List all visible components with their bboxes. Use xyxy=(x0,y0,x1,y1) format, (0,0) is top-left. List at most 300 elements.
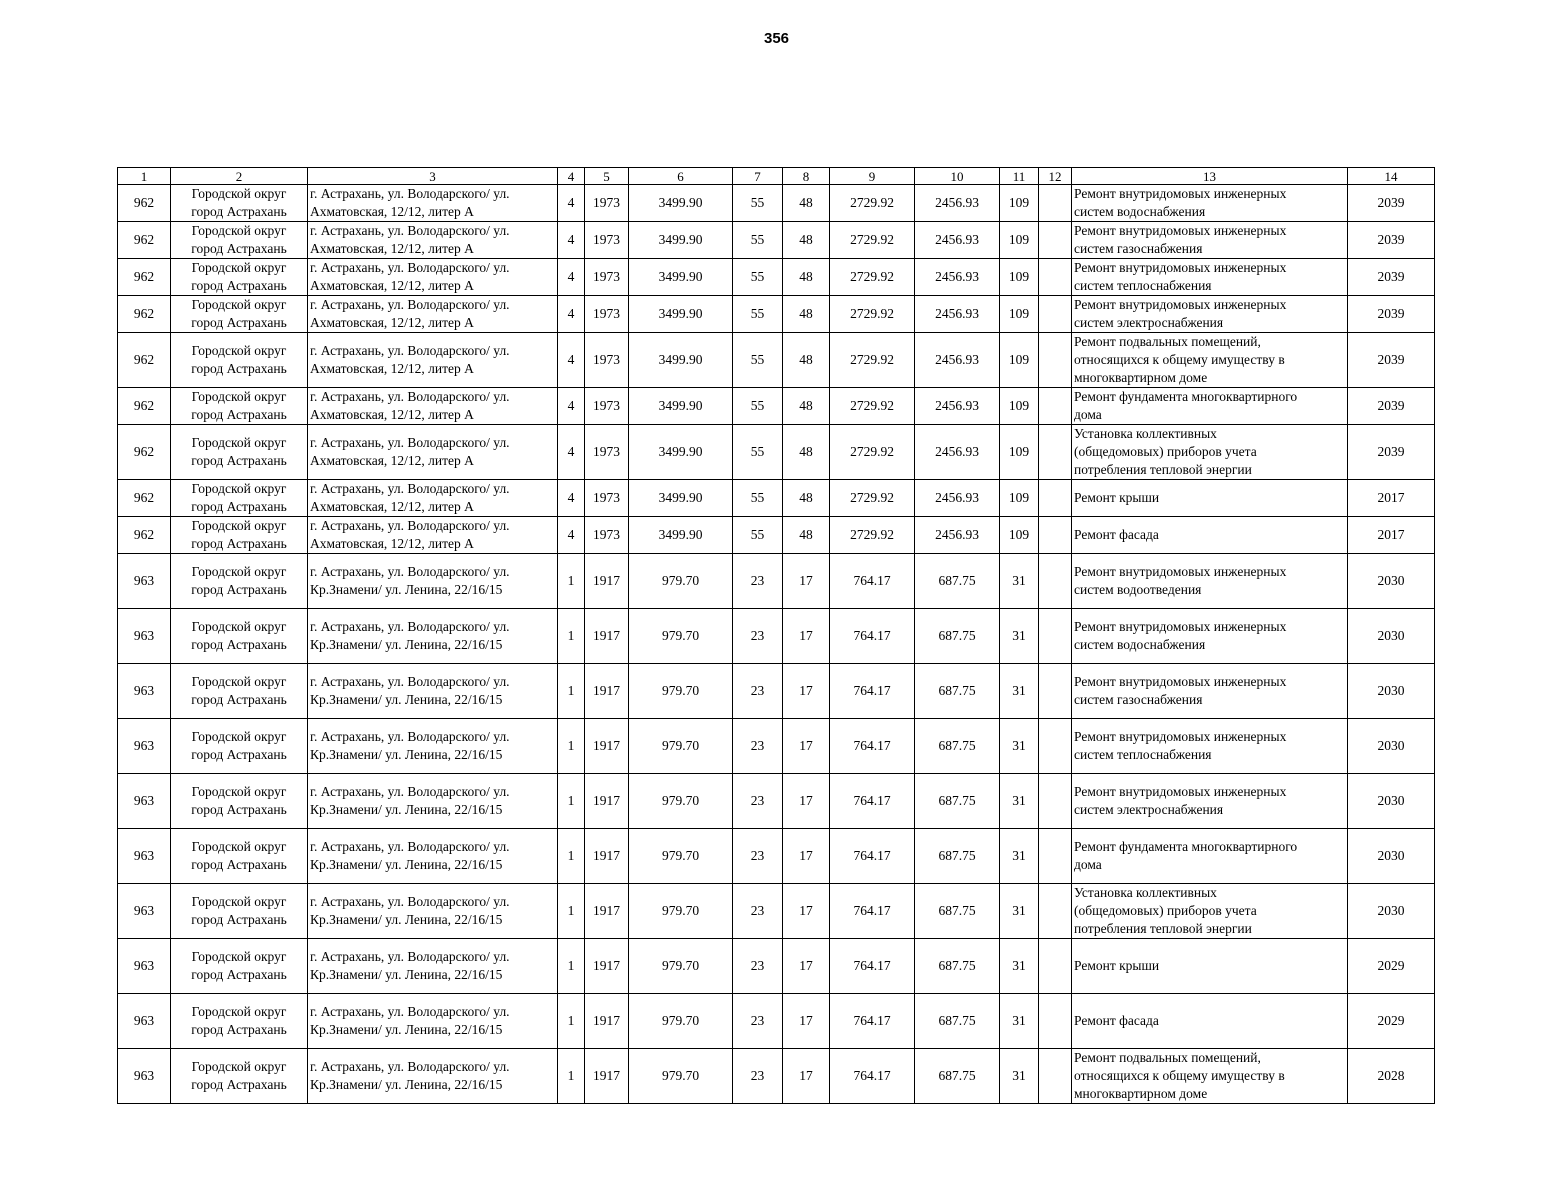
work-type-cell-line: Ремонт фасада xyxy=(1074,527,1159,542)
col5-cell: 1917 xyxy=(585,939,629,994)
work-type-cell-line: Ремонт фундамента многоквартирного xyxy=(1074,839,1298,854)
address-cell xyxy=(308,480,558,517)
address-cell xyxy=(308,994,558,1049)
table-row xyxy=(118,554,1435,609)
record-number-cell: 963 xyxy=(118,664,171,719)
col9-cell: 764.17 xyxy=(830,609,915,664)
column-header: 7 xyxy=(733,168,783,185)
address-cell xyxy=(308,517,558,554)
work-type-cell-line: Ремонт фасада xyxy=(1074,1013,1159,1028)
col6-cell: 3499.90 xyxy=(629,333,733,388)
table-row xyxy=(118,296,1435,333)
col5-cell: 1973 xyxy=(585,222,629,259)
address-cell-line: г. Астрахань, ул. Володарского/ ул. xyxy=(310,223,510,238)
col5-cell: 1917 xyxy=(585,994,629,1049)
work-type-cell-line: систем газоснабжения xyxy=(1074,241,1203,256)
col7-cell: 23 xyxy=(733,609,783,664)
address-cell xyxy=(308,719,558,774)
col12-cell xyxy=(1039,719,1072,774)
address-cell-line: г. Астрахань, ул. Володарского/ ул. xyxy=(310,729,510,744)
address-cell xyxy=(308,829,558,884)
address-cell xyxy=(308,222,558,259)
record-number-cell: 962 xyxy=(118,333,171,388)
municipality-cell-line: Городской округ xyxy=(191,949,287,964)
municipality-cell-line: город Астрахань xyxy=(191,453,287,468)
col9-cell: 2729.92 xyxy=(830,480,915,517)
table-row xyxy=(118,425,1435,480)
column-header: 14 xyxy=(1348,168,1435,185)
work-type-cell-line: Ремонт внутридомовых инженерных xyxy=(1074,186,1287,201)
year-cell: 2017 xyxy=(1348,517,1435,554)
col9-cell: 764.17 xyxy=(830,774,915,829)
col9-cell: 764.17 xyxy=(830,554,915,609)
work-type-cell-line: систем электроснабжения xyxy=(1074,315,1224,330)
work-type-cell-line: дома xyxy=(1074,407,1102,422)
col5-cell: 1917 xyxy=(585,719,629,774)
col12-cell xyxy=(1039,222,1072,259)
col12-cell xyxy=(1039,185,1072,222)
municipality-cell-line: Городской округ xyxy=(191,894,287,909)
work-type-cell-line: Ремонт внутридомовых инженерных xyxy=(1074,674,1287,689)
address-cell-line: Кр.Знамени/ ул. Ленина, 22/16/15 xyxy=(310,692,503,707)
col4-cell: 1 xyxy=(558,884,585,939)
col4-cell: 4 xyxy=(558,388,585,425)
col5-cell: 1917 xyxy=(585,829,629,884)
col9-cell: 2729.92 xyxy=(830,222,915,259)
address-cell xyxy=(308,259,558,296)
col6-cell: 979.70 xyxy=(629,719,733,774)
table-row xyxy=(118,884,1435,939)
col6-cell: 3499.90 xyxy=(629,259,733,296)
municipality-cell xyxy=(171,185,308,222)
col8-cell: 48 xyxy=(783,388,830,425)
municipality-cell-line: Городской округ xyxy=(191,729,287,744)
col11-cell: 31 xyxy=(1000,774,1039,829)
year-cell: 2028 xyxy=(1348,1049,1435,1104)
col7-cell: 23 xyxy=(733,939,783,994)
col8-cell: 17 xyxy=(783,1049,830,1104)
address-cell-line: г. Астрахань, ул. Володарского/ ул. xyxy=(310,894,510,909)
year-cell: 2030 xyxy=(1348,609,1435,664)
col11-cell: 31 xyxy=(1000,1049,1039,1104)
col12-cell xyxy=(1039,425,1072,480)
year-cell: 2030 xyxy=(1348,774,1435,829)
table-row xyxy=(118,480,1435,517)
municipality-cell-line: Городской округ xyxy=(191,223,287,238)
municipality-cell-line: город Астрахань xyxy=(191,499,287,514)
table-row xyxy=(118,774,1435,829)
address-cell-line: Ахматовская, 12/12, литер А xyxy=(310,499,474,514)
work-type-cell-line: систем водоснабжения xyxy=(1074,204,1206,219)
col10-cell: 687.75 xyxy=(915,829,1000,884)
municipality-cell-line: город Астрахань xyxy=(191,582,287,597)
col10-cell: 687.75 xyxy=(915,774,1000,829)
municipality-cell xyxy=(171,480,308,517)
year-cell: 2039 xyxy=(1348,222,1435,259)
address-cell-line: г. Астрахань, ул. Володарского/ ул. xyxy=(310,297,510,312)
col6-cell: 3499.90 xyxy=(629,425,733,480)
address-cell-line: г. Астрахань, ул. Володарского/ ул. xyxy=(310,784,510,799)
address-cell-line: Кр.Знамени/ ул. Ленина, 22/16/15 xyxy=(310,747,503,762)
record-number-cell: 963 xyxy=(118,554,171,609)
address-cell xyxy=(308,1049,558,1104)
address-cell-line: Кр.Знамени/ ул. Ленина, 22/16/15 xyxy=(310,582,503,597)
col10-cell: 2456.93 xyxy=(915,333,1000,388)
col12-cell xyxy=(1039,333,1072,388)
col7-cell: 23 xyxy=(733,1049,783,1104)
col7-cell: 55 xyxy=(733,425,783,480)
work-type-cell xyxy=(1072,425,1348,480)
col5-cell: 1917 xyxy=(585,774,629,829)
record-number-cell: 963 xyxy=(118,994,171,1049)
municipality-cell xyxy=(171,939,308,994)
work-type-cell-line: потребления тепловой энергии xyxy=(1074,462,1252,477)
page-number: 356 xyxy=(763,30,790,47)
address-cell-line: г. Астрахань, ул. Володарского/ ул. xyxy=(310,619,510,634)
col12-cell xyxy=(1039,259,1072,296)
col9-cell: 764.17 xyxy=(830,884,915,939)
municipality-cell-line: город Астрахань xyxy=(191,857,287,872)
col5-cell: 1973 xyxy=(585,259,629,296)
work-type-cell-line: Ремонт внутридомовых инженерных xyxy=(1074,223,1287,238)
col7-cell: 55 xyxy=(733,185,783,222)
address-cell-line: Кр.Знамени/ ул. Ленина, 22/16/15 xyxy=(310,637,503,652)
col4-cell: 1 xyxy=(558,939,585,994)
address-cell-line: г. Астрахань, ул. Володарского/ ул. xyxy=(310,481,510,496)
col6-cell: 3499.90 xyxy=(629,222,733,259)
col4-cell: 4 xyxy=(558,425,585,480)
col7-cell: 55 xyxy=(733,222,783,259)
col10-cell: 2456.93 xyxy=(915,388,1000,425)
year-cell: 2039 xyxy=(1348,185,1435,222)
col11-cell: 31 xyxy=(1000,719,1039,774)
municipality-cell-line: город Астрахань xyxy=(191,802,287,817)
municipality-cell-line: город Астрахань xyxy=(191,967,287,982)
address-cell-line: Ахматовская, 12/12, литер А xyxy=(310,361,474,376)
municipality-cell-line: Городской округ xyxy=(191,186,287,201)
col4-cell: 1 xyxy=(558,994,585,1049)
work-type-cell xyxy=(1072,554,1348,609)
record-number-cell: 963 xyxy=(118,884,171,939)
col4-cell: 4 xyxy=(558,517,585,554)
col8-cell: 17 xyxy=(783,829,830,884)
table-row xyxy=(118,517,1435,554)
col12-cell xyxy=(1039,480,1072,517)
work-type-cell-line: дома xyxy=(1074,857,1102,872)
col6-cell: 979.70 xyxy=(629,774,733,829)
col10-cell: 687.75 xyxy=(915,1049,1000,1104)
table-row xyxy=(118,1049,1435,1104)
work-type-cell-line: систем теплоснабжения xyxy=(1074,278,1212,293)
address-cell-line: Ахматовская, 12/12, литер А xyxy=(310,278,474,293)
municipality-cell-line: Городской округ xyxy=(191,481,287,496)
col10-cell: 2456.93 xyxy=(915,425,1000,480)
col10-cell: 2456.93 xyxy=(915,296,1000,333)
municipality-cell-line: город Астрахань xyxy=(191,407,287,422)
col7-cell: 23 xyxy=(733,554,783,609)
address-cell xyxy=(308,939,558,994)
col10-cell: 687.75 xyxy=(915,664,1000,719)
record-number-cell: 962 xyxy=(118,259,171,296)
col9-cell: 2729.92 xyxy=(830,388,915,425)
address-cell-line: г. Астрахань, ул. Володарского/ ул. xyxy=(310,674,510,689)
municipality-cell xyxy=(171,259,308,296)
col6-cell: 979.70 xyxy=(629,939,733,994)
col5-cell: 1973 xyxy=(585,517,629,554)
work-type-cell xyxy=(1072,939,1348,994)
address-cell xyxy=(308,185,558,222)
col11-cell: 31 xyxy=(1000,664,1039,719)
municipality-cell xyxy=(171,829,308,884)
municipality-cell-line: Городской округ xyxy=(191,389,287,404)
col8-cell: 48 xyxy=(783,425,830,480)
col9-cell: 764.17 xyxy=(830,829,915,884)
municipality-cell-line: Городской округ xyxy=(191,297,287,312)
work-type-cell-line: многоквартирном доме xyxy=(1074,370,1208,385)
col10-cell: 2456.93 xyxy=(915,185,1000,222)
column-header: 10 xyxy=(915,168,1000,185)
column-header: 9 xyxy=(830,168,915,185)
record-number-cell: 963 xyxy=(118,774,171,829)
work-type-cell-line: систем электроснабжения xyxy=(1074,802,1224,817)
record-number-cell: 962 xyxy=(118,222,171,259)
col12-cell xyxy=(1039,609,1072,664)
col11-cell: 109 xyxy=(1000,425,1039,480)
col12-cell xyxy=(1039,884,1072,939)
col8-cell: 48 xyxy=(783,222,830,259)
col11-cell: 109 xyxy=(1000,480,1039,517)
col9-cell: 764.17 xyxy=(830,994,915,1049)
address-cell-line: Кр.Знамени/ ул. Ленина, 22/16/15 xyxy=(310,1022,503,1037)
municipality-cell-line: город Астрахань xyxy=(191,747,287,762)
municipality-cell-line: Городской округ xyxy=(191,343,287,358)
address-cell xyxy=(308,609,558,664)
work-type-cell-line: Ремонт внутридомовых инженерных xyxy=(1074,297,1287,312)
col11-cell: 109 xyxy=(1000,388,1039,425)
col7-cell: 23 xyxy=(733,829,783,884)
col7-cell: 55 xyxy=(733,333,783,388)
col8-cell: 48 xyxy=(783,480,830,517)
col10-cell: 2456.93 xyxy=(915,222,1000,259)
table-row xyxy=(118,719,1435,774)
work-type-cell-line: относящихся к общему имуществу в xyxy=(1074,352,1285,367)
address-cell-line: Кр.Знамени/ ул. Ленина, 22/16/15 xyxy=(310,1077,503,1092)
col4-cell: 1 xyxy=(558,829,585,884)
address-cell-line: г. Астрахань, ул. Володарского/ ул. xyxy=(310,435,510,450)
municipality-cell-line: Городской округ xyxy=(191,435,287,450)
col8-cell: 17 xyxy=(783,554,830,609)
work-type-cell-line: потребления тепловой энергии xyxy=(1074,921,1252,936)
address-cell xyxy=(308,425,558,480)
address-cell-line: Кр.Знамени/ ул. Ленина, 22/16/15 xyxy=(310,802,503,817)
col4-cell: 4 xyxy=(558,296,585,333)
address-cell-line: г. Астрахань, ул. Володарского/ ул. xyxy=(310,186,510,201)
address-cell-line: Ахматовская, 12/12, литер А xyxy=(310,241,474,256)
col10-cell: 687.75 xyxy=(915,884,1000,939)
year-cell: 2029 xyxy=(1348,994,1435,1049)
address-cell xyxy=(308,884,558,939)
col11-cell: 31 xyxy=(1000,884,1039,939)
table-row xyxy=(118,333,1435,388)
table-row xyxy=(118,664,1435,719)
table-row xyxy=(118,829,1435,884)
municipality-cell-line: город Астрахань xyxy=(191,692,287,707)
col7-cell: 23 xyxy=(733,774,783,829)
col7-cell: 23 xyxy=(733,884,783,939)
municipality-cell-line: Городской округ xyxy=(191,564,287,579)
col7-cell: 55 xyxy=(733,480,783,517)
municipality-cell-line: город Астрахань xyxy=(191,315,287,330)
table-row xyxy=(118,388,1435,425)
municipality-cell-line: город Астрахань xyxy=(191,637,287,652)
municipality-cell-line: город Астрахань xyxy=(191,361,287,376)
address-cell-line: Ахматовская, 12/12, литер А xyxy=(310,407,474,422)
municipality-cell xyxy=(171,719,308,774)
work-type-cell xyxy=(1072,333,1348,388)
col11-cell: 31 xyxy=(1000,994,1039,1049)
col6-cell: 3499.90 xyxy=(629,185,733,222)
col5-cell: 1973 xyxy=(585,480,629,517)
col8-cell: 17 xyxy=(783,939,830,994)
col8-cell: 48 xyxy=(783,296,830,333)
col11-cell: 109 xyxy=(1000,517,1039,554)
municipality-cell-line: город Астрахань xyxy=(191,1077,287,1092)
table-row xyxy=(118,939,1435,994)
municipality-cell xyxy=(171,333,308,388)
year-cell: 2039 xyxy=(1348,333,1435,388)
column-header: 11 xyxy=(1000,168,1039,185)
work-type-cell-line: Ремонт внутридомовых инженерных xyxy=(1074,729,1287,744)
year-cell: 2030 xyxy=(1348,884,1435,939)
work-type-cell-line: (общедомовых) приборов учета xyxy=(1074,444,1257,459)
col6-cell: 3499.90 xyxy=(629,296,733,333)
address-cell-line: г. Астрахань, ул. Володарского/ ул. xyxy=(310,343,510,358)
record-number-cell: 963 xyxy=(118,719,171,774)
table-body xyxy=(118,185,1435,1104)
col5-cell: 1917 xyxy=(585,554,629,609)
address-cell xyxy=(308,296,558,333)
municipality-cell-line: город Астрахань xyxy=(191,204,287,219)
work-type-cell-line: систем газоснабжения xyxy=(1074,692,1203,707)
col5-cell: 1917 xyxy=(585,609,629,664)
year-cell: 2039 xyxy=(1348,296,1435,333)
col7-cell: 23 xyxy=(733,994,783,1049)
table-row xyxy=(118,259,1435,296)
work-type-cell xyxy=(1072,609,1348,664)
year-cell: 2030 xyxy=(1348,554,1435,609)
municipality-cell xyxy=(171,774,308,829)
col8-cell: 17 xyxy=(783,774,830,829)
record-number-cell: 962 xyxy=(118,480,171,517)
col11-cell: 31 xyxy=(1000,554,1039,609)
work-type-cell-line: систем водоснабжения xyxy=(1074,637,1206,652)
col11-cell: 109 xyxy=(1000,296,1039,333)
table-row xyxy=(118,222,1435,259)
work-type-cell-line: систем водоотведения xyxy=(1074,582,1202,597)
col12-cell xyxy=(1039,939,1072,994)
work-type-cell-line: Ремонт фундамента многоквартирного xyxy=(1074,389,1298,404)
col10-cell: 687.75 xyxy=(915,994,1000,1049)
municipality-cell-line: Городской округ xyxy=(191,619,287,634)
col12-cell xyxy=(1039,296,1072,333)
col11-cell: 109 xyxy=(1000,259,1039,296)
work-type-cell-line: Ремонт подвальных помещений, xyxy=(1074,1050,1261,1065)
address-cell xyxy=(308,664,558,719)
address-cell-line: Ахматовская, 12/12, литер А xyxy=(310,204,474,219)
col7-cell: 55 xyxy=(733,388,783,425)
column-header: 5 xyxy=(585,168,629,185)
col10-cell: 687.75 xyxy=(915,719,1000,774)
col8-cell: 17 xyxy=(783,994,830,1049)
header-row xyxy=(118,168,1435,185)
record-number-cell: 963 xyxy=(118,609,171,664)
col4-cell: 1 xyxy=(558,774,585,829)
work-type-cell-line: Установка коллективных xyxy=(1074,885,1217,900)
col6-cell: 3499.90 xyxy=(629,480,733,517)
municipality-cell xyxy=(171,609,308,664)
municipality-cell-line: Городской округ xyxy=(191,839,287,854)
address-cell-line: г. Астрахань, ул. Володарского/ ул. xyxy=(310,1059,510,1074)
municipality-cell-line: Городской округ xyxy=(191,518,287,533)
column-header: 8 xyxy=(783,168,830,185)
municipality-cell xyxy=(171,994,308,1049)
col6-cell: 979.70 xyxy=(629,884,733,939)
col12-cell xyxy=(1039,554,1072,609)
work-type-cell-line: систем теплоснабжения xyxy=(1074,747,1212,762)
column-header: 6 xyxy=(629,168,733,185)
col6-cell: 3499.90 xyxy=(629,388,733,425)
col5-cell: 1973 xyxy=(585,333,629,388)
work-type-cell-line: многоквартирном доме xyxy=(1074,1086,1208,1101)
record-number-cell: 963 xyxy=(118,1049,171,1104)
col9-cell: 764.17 xyxy=(830,664,915,719)
record-number-cell: 962 xyxy=(118,185,171,222)
col9-cell: 764.17 xyxy=(830,1049,915,1104)
address-cell-line: Ахматовская, 12/12, литер А xyxy=(310,536,474,551)
address-cell xyxy=(308,774,558,829)
col6-cell: 979.70 xyxy=(629,1049,733,1104)
table-row xyxy=(118,994,1435,1049)
col4-cell: 1 xyxy=(558,719,585,774)
col9-cell: 2729.92 xyxy=(830,425,915,480)
address-cell-line: г. Астрахань, ул. Володарского/ ул. xyxy=(310,1004,510,1019)
record-number-cell: 963 xyxy=(118,829,171,884)
work-type-cell xyxy=(1072,1049,1348,1104)
column-header: 3 xyxy=(308,168,558,185)
year-cell: 2039 xyxy=(1348,388,1435,425)
address-cell xyxy=(308,388,558,425)
table-row xyxy=(118,185,1435,222)
municipality-cell-line: Городской округ xyxy=(191,674,287,689)
municipality-cell-line: город Астрахань xyxy=(191,1022,287,1037)
work-type-cell xyxy=(1072,296,1348,333)
address-cell-line: г. Астрахань, ул. Володарского/ ул. xyxy=(310,518,510,533)
col8-cell: 48 xyxy=(783,333,830,388)
municipality-cell xyxy=(171,664,308,719)
municipality-cell xyxy=(171,222,308,259)
work-type-cell xyxy=(1072,829,1348,884)
work-type-cell-line: (общедомовых) приборов учета xyxy=(1074,903,1257,918)
address-cell-line: г. Астрахань, ул. Володарского/ ул. xyxy=(310,949,510,964)
col8-cell: 17 xyxy=(783,719,830,774)
column-header: 12 xyxy=(1039,168,1072,185)
column-header: 1 xyxy=(118,168,171,185)
col6-cell: 979.70 xyxy=(629,994,733,1049)
col10-cell: 687.75 xyxy=(915,609,1000,664)
column-header: 13 xyxy=(1072,168,1348,185)
col9-cell: 2729.92 xyxy=(830,296,915,333)
municipality-cell-line: Городской округ xyxy=(191,260,287,275)
